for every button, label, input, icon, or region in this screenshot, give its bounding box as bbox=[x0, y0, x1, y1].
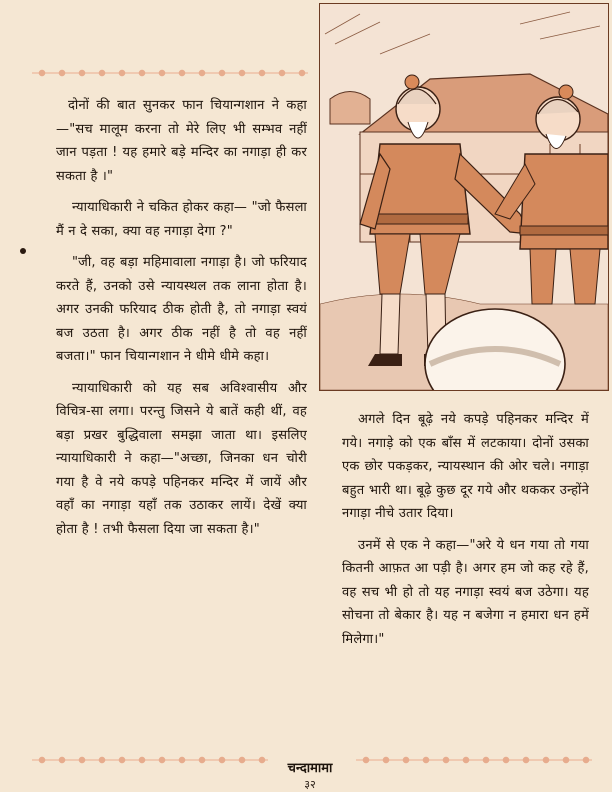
paragraph: "जी, वह बड़ा महिमावाला नगाड़ा है। जो फरियाद करते हैं, उनको उसे न्यायस्थल तक लाना होता है। अगर उनकी फरियाद ठीक होती है, तो नगाड़ा स्वयं बज उठता है। अगर ठीक नहीं है तो वह नहीं बजता।" फान चियान्गशान ने धीमे धीमे कहा। bbox=[56, 255, 307, 364]
story-illustration bbox=[319, 3, 609, 391]
text-column-left bbox=[56, 94, 307, 549]
decorative-border-top bbox=[32, 66, 308, 80]
page-number: ३२ bbox=[304, 778, 316, 791]
paragraph: अगले दिन बूढ़े नये कपड़े पहिनकर मन्दिर में गये। नगाड़े को एक बाँस में लटकाया। दोनों उसका एक छोर पकड़कर, न्यायस्थान की ओर चले। नगाड़ा बहुत भारी था। बूढ़े कुछ दूर गये और थककर उन्होंने नगाड़ा नीचे उतार दिया। bbox=[342, 412, 589, 521]
paragraph: न्यायाधिकारी को यह सब अविश्वासीय और विचित्र-सा लगा। परन्तु जिसने ये बातें कही थीं, वह बड़ा प्रखर बुद्धिवाला समझा जाता था। इसलिए न्यायाधिकारी ने कहा—"अच्छा, जिनका धन चोरी गया है वे नये कपड़े पहिनकर मन्दिर में जायें और वहाँ का नगाड़ा यहाँ तक उठाकर लायें। देखें क्या होता है ! तभी फैसला दिया जा सकता है।" bbox=[56, 380, 307, 537]
paragraph: दोनों की बात सुनकर फान चियान्गशान ने कहा—"सच मालूम करना तो मेरे लिए भी सम्भव नहीं जान पड़ता ! यह हमारे बड़े मन्दिर का नगाड़ा ही कर सकता है ।" bbox=[56, 98, 307, 184]
paragraph: उनमें से एक ने कहा—"अरे ये धन गया तो गया कितनी आफ़त आ पड़ी है। अगर हम जो कह रहे हैं, वह सच भी हो तो यह नगाड़ा स्वयं बज उठेगा। यह सोचना तो बेकार है। यह न बजेगा न हमारा धन हमें मिलेगा।" bbox=[342, 537, 589, 647]
decorative-border-bottom-left bbox=[32, 753, 268, 767]
magazine-title: चन्दामामा bbox=[287, 761, 333, 776]
paragraph: न्यायाधिकारी ने चकित होकर कहा— "जो फैसला मैं न दे सका, क्या वह नगाड़ा देगा ?" bbox=[56, 200, 307, 239]
margin-mark bbox=[20, 248, 26, 254]
decorative-border-bottom-right bbox=[356, 753, 592, 767]
text-column-right bbox=[342, 408, 589, 659]
